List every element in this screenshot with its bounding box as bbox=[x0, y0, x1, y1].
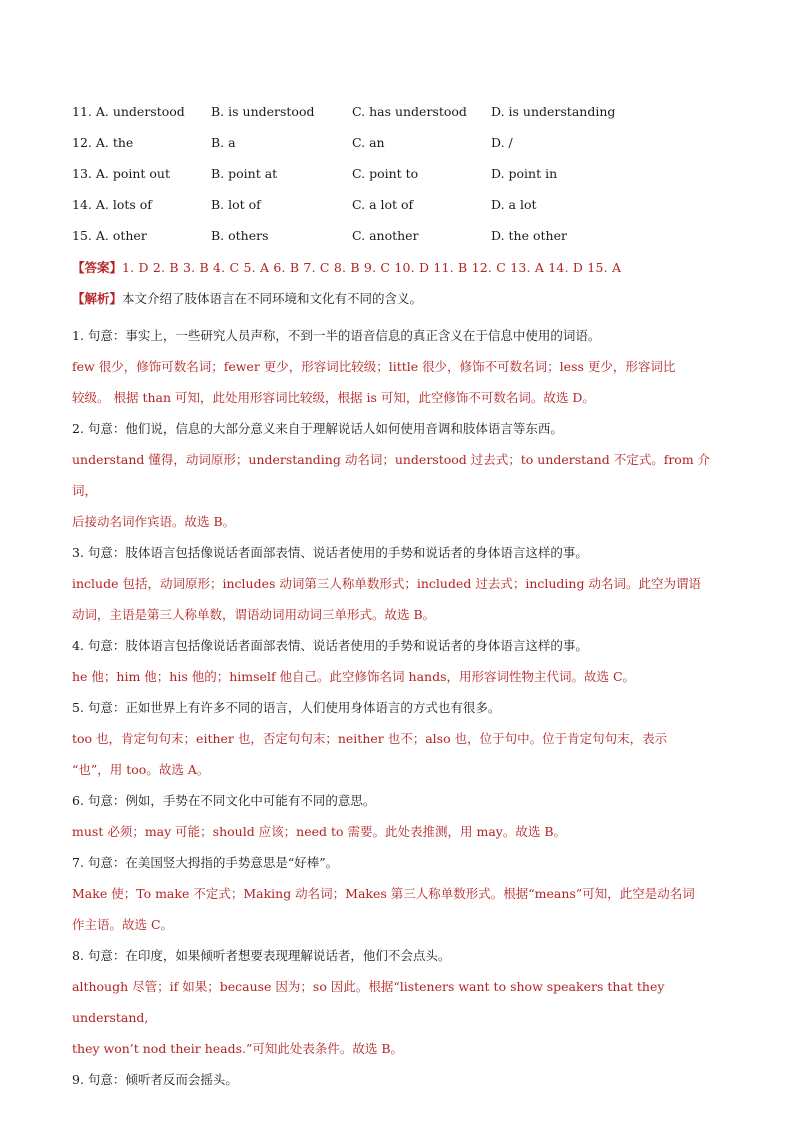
analysis-tag: 【解析】 bbox=[72, 291, 123, 306]
analysis-line bbox=[72, 289, 752, 309]
option-a: 13. A. point out bbox=[72, 166, 170, 181]
option-b: B. others bbox=[211, 228, 269, 243]
item-explanation-line: 后接动名词作宾语。故选 B。 bbox=[72, 514, 236, 529]
option-row bbox=[72, 195, 752, 226]
item-explanation-line: 作主语。故选 C。 bbox=[72, 917, 174, 932]
option-c: C. another bbox=[352, 228, 419, 243]
item-explanation-line: 动词，主语是第三人称单数，谓语动词用动词三单形式。故选 B。 bbox=[72, 607, 436, 622]
option-d: D. / bbox=[491, 135, 513, 150]
item-explanation-line: although 尽管；if 如果；because 因为；so 因此。根据“listeners want to show speakers that they understand, bbox=[72, 979, 665, 1025]
item-sentence: 1. 句意：事实上，一些研究人员声称，不到一半的语音信息的真正含义在于信息中使用的词语。 bbox=[72, 328, 601, 343]
option-b: B. a bbox=[211, 135, 236, 150]
item-sentence: 6. 句意：例如，手势在不同文化中可能有不同的意思。 bbox=[72, 793, 376, 808]
option-row bbox=[72, 102, 752, 133]
item-sentence: 9. 句意：倾听者反而会摇头。 bbox=[72, 1072, 238, 1087]
item-explanation-line: few 很少，修饰可数名词；fewer 更少，形容词比较级；little 很少，修饰不可数名词；less 更少，形容词比 bbox=[72, 359, 676, 374]
option-c: C. has understood bbox=[352, 104, 467, 119]
option-b: B. point at bbox=[211, 166, 278, 181]
option-a: 15. A. other bbox=[72, 228, 147, 243]
answer-values: 1. D 2. B 3. B 4. C 5. A 6. B 7. C 8. B 9. C 10. D 11. B 12. C 13. A 14. D 15. A bbox=[122, 260, 622, 275]
item-explanation-line: must 必须；may 可能；should 应该；need to 需要。此处表推测，用 may。故选 B。 bbox=[72, 824, 567, 839]
option-b: B. lot of bbox=[211, 197, 261, 212]
option-c: C. point to bbox=[352, 166, 419, 181]
option-d: D. point in bbox=[491, 166, 558, 181]
option-d: D. the other bbox=[491, 228, 567, 243]
option-a: 14. A. lots of bbox=[72, 197, 152, 212]
options-table bbox=[72, 102, 752, 257]
item-sentence: 5. 句意：正如世界上有许多不同的语言，人们使用身体语言的方式也有很多。 bbox=[72, 700, 501, 715]
option-c: C. an bbox=[352, 135, 385, 150]
item-sentence: 4. 句意：肢体语言包括像说话者面部表情、说话者使用的手势和说话者的身体语言这样的事。 bbox=[72, 638, 588, 653]
item-explanation-line: Make 使；To make 不定式；Making 动名词；Makes 第三人称单数形式。根据“means”可知，此空是动名词 bbox=[72, 886, 695, 901]
item-sentence: 7. 句意：在美国竖大拇指的手势意思是“好棒”。 bbox=[72, 855, 339, 870]
item-explanation-line: they won’t nod their heads.”可知此处表条件。故选 B。 bbox=[72, 1041, 404, 1056]
option-a: 12. A. the bbox=[72, 135, 134, 150]
option-c: C. a lot of bbox=[352, 197, 414, 212]
option-a: 11. A. understood bbox=[72, 104, 185, 119]
analysis-intro: 本文介绍了肢体语言在不同环境和文化有不同的含义。 bbox=[122, 291, 423, 306]
item-explanation-line: 较级。 根据 than 可知，此处用形容词比较级，根据 is 可知，此空修饰不可数名词。故选 D。 bbox=[72, 390, 595, 405]
option-b: B. is understood bbox=[211, 104, 315, 119]
item-explanation-line: “也”，用 too。故选 A。 bbox=[72, 762, 210, 777]
option-d: D. is understanding bbox=[491, 104, 616, 119]
item-explanation-line: too 也，肯定句句末；either 也，否定句句末；neither 也不；also 也，位于句中。位于肯定句句末，表示 bbox=[72, 731, 668, 746]
item-explanation-line: he 他；him 他；his 他的；himself 他自己。此空修饰名词 hands，用形容词性物主代词。故选 C。 bbox=[72, 669, 636, 684]
option-row bbox=[72, 133, 752, 164]
item-sentence: 2. 句意：他们说，信息的大部分意义来自于理解说话人如何使用音调和肢体语言等东西。 bbox=[72, 421, 563, 436]
explanation-list bbox=[72, 320, 732, 1095]
item-explanation-line: include 包括，动词原形；includes 动词第三人称单数形式；included 过去式；including 动名词。此空为谓语 bbox=[72, 576, 701, 591]
option-row bbox=[72, 226, 752, 257]
item-sentence: 8. 句意：在印度，如果倾听者想要表现理解说话者，他们不会点头。 bbox=[72, 948, 451, 963]
item-explanation-line: understand 懂得，动词原形；understanding 动名词；understood 过去式；to understand 不定式。from 介词， bbox=[72, 452, 711, 498]
option-d: D. a lot bbox=[491, 197, 537, 212]
option-row bbox=[72, 164, 752, 195]
answer-line bbox=[72, 258, 752, 278]
item-sentence: 3. 句意：肢体语言包括像说话者面部表情、说话者使用的手势和说话者的身体语言这样的事。 bbox=[72, 545, 588, 560]
answer-tag: 【答案】 bbox=[72, 260, 123, 275]
